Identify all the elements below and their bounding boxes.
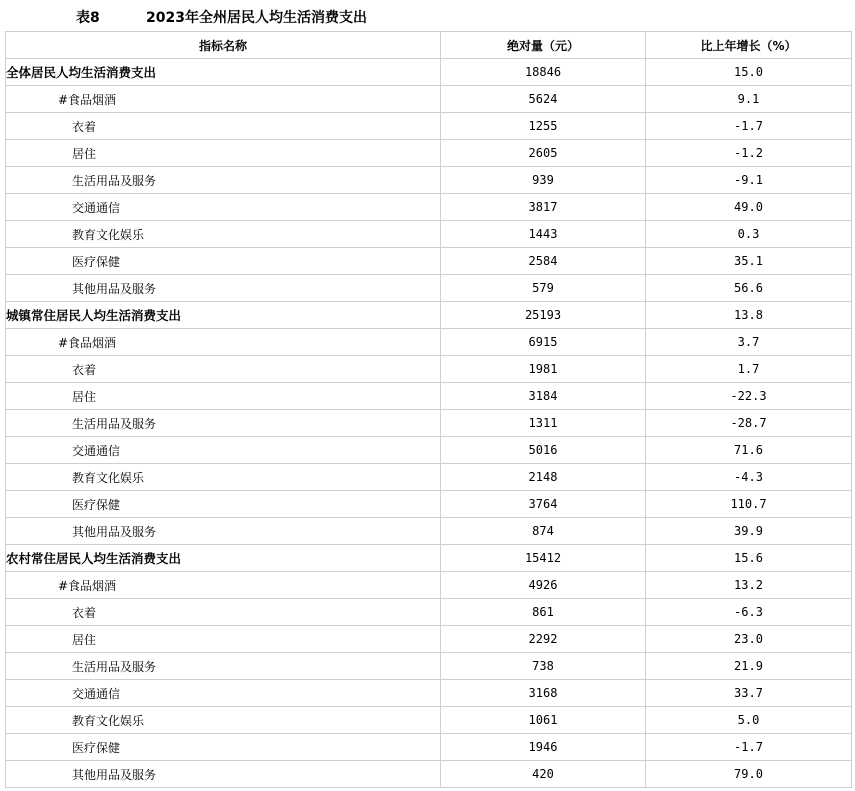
- table-row: [6, 626, 852, 653]
- row-indicator-name: 生活用品及服务: [6, 167, 441, 194]
- row-absolute-value: 3168: [441, 680, 646, 707]
- row-growth-rate: -1.7: [646, 734, 852, 761]
- row-indicator-name: 交通通信: [6, 437, 441, 464]
- row-growth-rate: 49.0: [646, 194, 852, 221]
- row-absolute-value: 1946: [441, 734, 646, 761]
- row-growth-rate: 1.7: [646, 356, 852, 383]
- row-absolute-value: 3764: [441, 491, 646, 518]
- row-indicator-name: 城镇常住居民人均生活消费支出: [6, 302, 441, 329]
- row-absolute-value: 5624: [441, 86, 646, 113]
- table-row: [6, 464, 852, 491]
- row-absolute-value: 4926: [441, 572, 646, 599]
- row-indicator-name: 居住: [6, 626, 441, 653]
- table-row: [6, 167, 852, 194]
- row-indicator-name: 医疗保健: [6, 734, 441, 761]
- row-indicator-name: 生活用品及服务: [6, 653, 441, 680]
- row-indicator-name: 医疗保健: [6, 491, 441, 518]
- table-body: [6, 59, 852, 788]
- row-absolute-value: 6915: [441, 329, 646, 356]
- table-row: [6, 248, 852, 275]
- table-row: [6, 140, 852, 167]
- row-growth-rate: 39.9: [646, 518, 852, 545]
- row-absolute-value: 1061: [441, 707, 646, 734]
- row-absolute-value: 3817: [441, 194, 646, 221]
- row-growth-rate: 0.3: [646, 221, 852, 248]
- row-indicator-name: 交通通信: [6, 194, 441, 221]
- row-indicator-name: 全体居民人均生活消费支出: [6, 59, 441, 86]
- table-row: [6, 113, 852, 140]
- row-growth-rate: -22.3: [646, 383, 852, 410]
- table-number: 表8: [76, 10, 100, 26]
- table-row: [6, 734, 852, 761]
- row-indicator-name: 教育文化娱乐: [6, 221, 441, 248]
- table-row: [6, 86, 852, 113]
- column-header-absolute: 绝对量（元）: [441, 32, 646, 59]
- row-absolute-value: 15412: [441, 545, 646, 572]
- row-absolute-value: 420: [441, 761, 646, 788]
- table-row: [6, 302, 852, 329]
- row-absolute-value: 2148: [441, 464, 646, 491]
- row-growth-rate: -1.2: [646, 140, 852, 167]
- row-growth-rate: 21.9: [646, 653, 852, 680]
- row-indicator-name: 居住: [6, 140, 441, 167]
- row-growth-rate: -1.7: [646, 113, 852, 140]
- row-indicator-name: #食品烟酒: [6, 329, 441, 356]
- table-row: [6, 707, 852, 734]
- row-indicator-name: 居住: [6, 383, 441, 410]
- row-indicator-name: 衣着: [6, 599, 441, 626]
- row-absolute-value: 25193: [441, 302, 646, 329]
- row-absolute-value: 2605: [441, 140, 646, 167]
- row-indicator-name: 农村常住居民人均生活消费支出: [6, 545, 441, 572]
- row-indicator-name: 教育文化娱乐: [6, 464, 441, 491]
- row-growth-rate: 15.6: [646, 545, 852, 572]
- table-row: [6, 410, 852, 437]
- row-absolute-value: 738: [441, 653, 646, 680]
- row-indicator-name: 生活用品及服务: [6, 410, 441, 437]
- row-growth-rate: 23.0: [646, 626, 852, 653]
- row-absolute-value: 1255: [441, 113, 646, 140]
- table-row: [6, 518, 852, 545]
- row-absolute-value: 1981: [441, 356, 646, 383]
- row-growth-rate: 35.1: [646, 248, 852, 275]
- table-row: [6, 653, 852, 680]
- row-absolute-value: 18846: [441, 59, 646, 86]
- row-absolute-value: 1311: [441, 410, 646, 437]
- row-indicator-name: 其他用品及服务: [6, 761, 441, 788]
- row-absolute-value: 579: [441, 275, 646, 302]
- row-growth-rate: 9.1: [646, 86, 852, 113]
- row-indicator-name: 交通通信: [6, 680, 441, 707]
- row-indicator-name: 衣着: [6, 113, 441, 140]
- table-row: [6, 383, 852, 410]
- table-row: [6, 59, 852, 86]
- row-absolute-value: 1443: [441, 221, 646, 248]
- row-growth-rate: 15.0: [646, 59, 852, 86]
- row-growth-rate: -6.3: [646, 599, 852, 626]
- row-growth-rate: 71.6: [646, 437, 852, 464]
- table-title: 2023年全州居民人均生活消费支出: [146, 10, 367, 26]
- row-indicator-name: #食品烟酒: [6, 86, 441, 113]
- table-row: [6, 356, 852, 383]
- table-row: [6, 329, 852, 356]
- row-absolute-value: 861: [441, 599, 646, 626]
- table-row: [6, 491, 852, 518]
- row-growth-rate: 3.7: [646, 329, 852, 356]
- row-growth-rate: -28.7: [646, 410, 852, 437]
- row-growth-rate: 56.6: [646, 275, 852, 302]
- table-caption: [0, 0, 855, 31]
- row-growth-rate: -9.1: [646, 167, 852, 194]
- row-absolute-value: 939: [441, 167, 646, 194]
- table-row: [6, 680, 852, 707]
- row-absolute-value: 3184: [441, 383, 646, 410]
- table-row: [6, 761, 852, 788]
- row-indicator-name: 其他用品及服务: [6, 275, 441, 302]
- row-growth-rate: -4.3: [646, 464, 852, 491]
- table-row: [6, 545, 852, 572]
- row-absolute-value: 874: [441, 518, 646, 545]
- row-indicator-name: #食品烟酒: [6, 572, 441, 599]
- column-header-indicator: 指标名称: [6, 32, 441, 59]
- row-indicator-name: 教育文化娱乐: [6, 707, 441, 734]
- row-absolute-value: 5016: [441, 437, 646, 464]
- row-absolute-value: 2292: [441, 626, 646, 653]
- row-growth-rate: 33.7: [646, 680, 852, 707]
- table-header-row: [6, 32, 852, 59]
- row-indicator-name: 衣着: [6, 356, 441, 383]
- row-absolute-value: 2584: [441, 248, 646, 275]
- row-indicator-name: 医疗保健: [6, 248, 441, 275]
- table-row: [6, 572, 852, 599]
- table-row: [6, 437, 852, 464]
- table-row: [6, 599, 852, 626]
- table-row: [6, 194, 852, 221]
- row-growth-rate: 5.0: [646, 707, 852, 734]
- row-growth-rate: 13.2: [646, 572, 852, 599]
- row-indicator-name: 其他用品及服务: [6, 518, 441, 545]
- table-row: [6, 275, 852, 302]
- row-growth-rate: 79.0: [646, 761, 852, 788]
- row-growth-rate: 110.7: [646, 491, 852, 518]
- row-growth-rate: 13.8: [646, 302, 852, 329]
- consumption-table: [5, 31, 852, 788]
- column-header-growth: 比上年增长（%）: [646, 32, 852, 59]
- table-row: [6, 221, 852, 248]
